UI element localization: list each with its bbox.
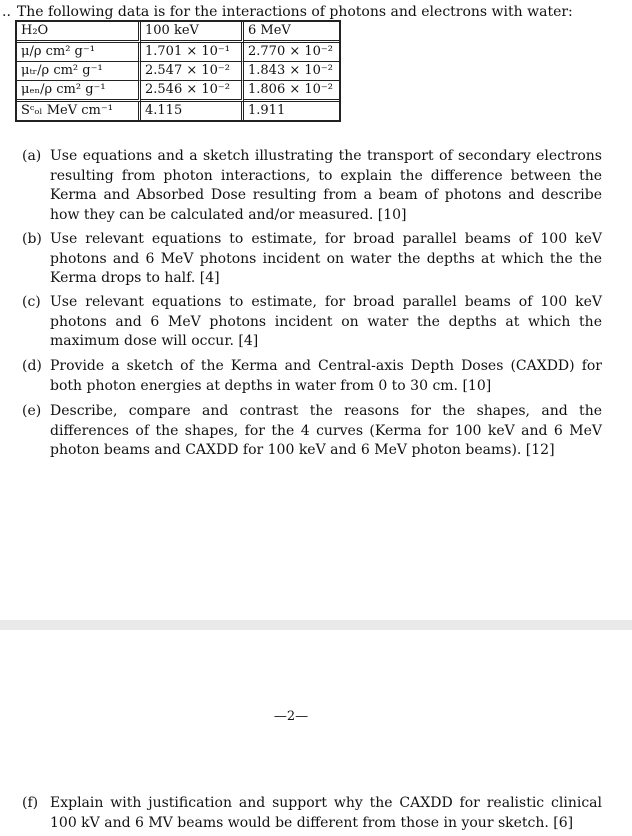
table-cell: 1.806 × 10⁻²: [244, 81, 339, 102]
part-text: Use relevant equations to estimate, for broad parallel beams of 100 keV photons and 6 MeV photons incident on water the depths at which the the Kerma drops to half. [4]: [50, 231, 602, 286]
table-cell: 1.701 × 10⁻¹: [141, 43, 244, 62]
part-label: (f): [22, 795, 39, 811]
table-cell: 2.547 × 10⁻²: [141, 62, 244, 81]
part-text: Use equations and a sketch illustrating the transport of secondary electrons resulting from photon interactions, to explain the difference between the Kerma and Absorbed Dose resulting from a beam of photons and describe how they can be calculated and/or measured. [10]: [50, 148, 602, 223]
page-break: [0, 620, 632, 630]
question-part-b: [22, 230, 602, 289]
part-text: Describe, compare and contrast the reasons for the shapes, and the differences of the shapes, for the 4 curves (Kerma for 100 keV and 6 MeV photon beams and CAXDD for 100 keV and 6 MeV photon beams). [12]: [50, 403, 602, 458]
question-part-c: [22, 293, 602, 352]
table-cell: μₜᵣ/ρ cm² g⁻¹: [17, 62, 141, 81]
question-number: ..: [2, 4, 11, 20]
part-text: Explain with justification and support why the CAXDD for realistic clinical 100 kV and 6 MV beams would be different from those in your sketch. [6]: [50, 795, 602, 831]
table-header-cell: 100 keV: [141, 22, 244, 43]
table-cell: Sᶜₒₗ MeV cm⁻¹: [17, 102, 141, 120]
question-part-d: [22, 357, 602, 396]
page-number: —2—: [273, 709, 309, 724]
table-cell: 2.546 × 10⁻²: [141, 81, 244, 102]
part-label: (a): [22, 148, 42, 164]
table-header-cell: H₂O: [17, 22, 141, 43]
attenuation-data-table: [15, 20, 341, 122]
table-cell: 1.843 × 10⁻²: [244, 62, 339, 81]
table-row: [17, 102, 339, 120]
part-label: (b): [22, 231, 42, 247]
table-header-cell: 6 MeV: [244, 22, 339, 43]
table-cell: 1.911: [248, 103, 286, 118]
table-cell: 4.115: [141, 102, 244, 120]
question-part-e: [22, 402, 602, 461]
question-intro: [2, 3, 573, 21]
table-row: [17, 81, 339, 102]
table-cell: 2.770 × 10⁻²: [244, 43, 339, 62]
table-row: [17, 43, 339, 62]
part-text: Provide a sketch of the Kerma and Central-axis Depth Doses (CAXDD) for both photon energies at depths in water from 0 to 30 cm. [10]: [50, 358, 602, 394]
table-row: [17, 62, 339, 81]
question-part-a: [22, 147, 602, 225]
table-cell: μ/ρ cm² g⁻¹: [17, 43, 141, 62]
part-text: Use relevant equations to estimate, for broad parallel beams of 100 keV photons and 6 MeV photons incident on water the depths at which the maximum dose will occur. [4]: [50, 294, 602, 349]
part-label: (e): [22, 403, 42, 419]
intro-text: The following data is for the interactions of photons and electrons with water:: [16, 4, 573, 20]
table-cell: μₑₙ/ρ cm² g⁻¹: [17, 81, 141, 102]
table-header-row: [17, 22, 339, 43]
part-label: (c): [22, 294, 41, 310]
part-label: (d): [22, 358, 42, 374]
question-part-f: [22, 794, 602, 833]
